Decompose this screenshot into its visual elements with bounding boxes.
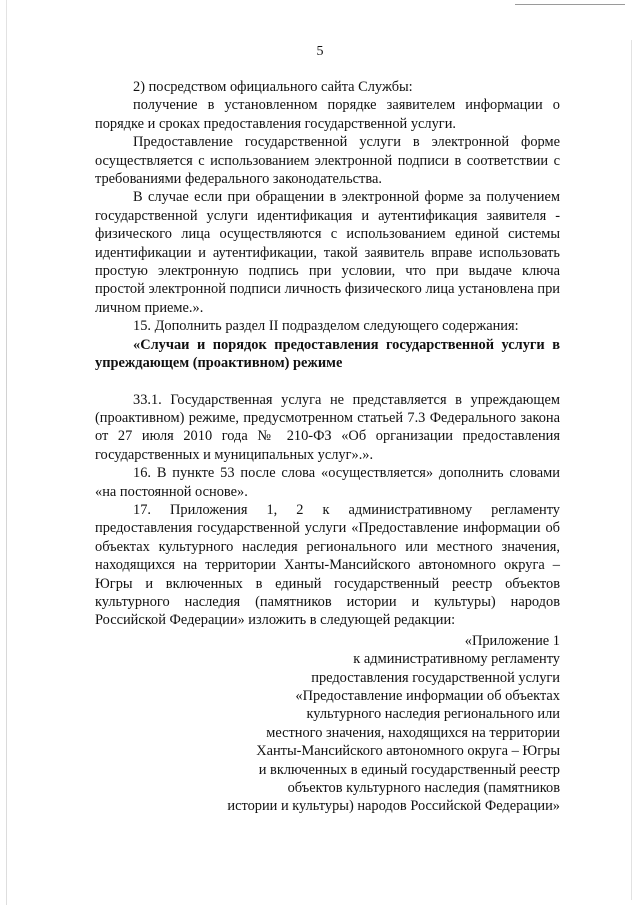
appendix-line: и включенных в единый государственный реестр (258, 761, 560, 778)
appendix-line: «Приложение 1 (464, 632, 560, 649)
appendix-line: местного значения, находящихся на территории (266, 724, 560, 741)
paragraph: получение в установленном порядке заявителем информации о порядке и сроках предоставления государственной услуги. (95, 97, 560, 132)
page-number: 5 (316, 44, 324, 59)
appendix-line: объектов культурного наследия (памятников (287, 780, 560, 797)
paragraph: 17. Приложения 1, 2 к административному регламенту предоставления государственной услуги «Предоставление информации об объектах культурного наследия регионального или местного значения, находящихся на территории Ханты-Мансийского автономного округа – Югры и включенных в единый государственный реестр объектов культурного наследия (памятников истории и культуры) народов Российской Федерации» изложить в следующей редакции: (95, 501, 560, 629)
spacer (95, 373, 560, 391)
paragraph: 16. В пункте 53 после слова «осуществляется» дополнить словами «на постоянной основе». (95, 465, 560, 500)
scan-edge-left (6, 0, 7, 905)
top-rule (515, 4, 625, 5)
scan-edge-right (631, 40, 632, 900)
appendix-line: «Предоставление информации об объектах (295, 688, 560, 704)
section-heading: «Случаи и порядок предоставления государственной услуги в упреждающем (проактивном) режиме (95, 336, 560, 372)
paragraph: Предоставление государственной услуги в электронной форме осуществляется с использованием электронной подписи в соответствии с требованиями федерального законодательства. (95, 134, 560, 188)
paragraph: 15. Дополнить раздел II подразделом следующего содержания: (133, 318, 519, 335)
document-body (95, 78, 560, 816)
appendix-line: предоставления государственной услуги (311, 669, 560, 686)
appendix-line: культурного наследия регионального или (306, 706, 560, 723)
paragraph: 2) посредством официального сайта Службы: (133, 79, 413, 95)
paragraph: В случае если при обращении в электронной форме за получением государственной услуги идентификация и аутентификация заявителя - физического лица осуществляются с использованием единой системы идентификации и аутентификации, такой заявитель вправе использовать простую электронную подпись при условии, что при выдаче ключа простой электронной подписи личность физического лица установлена при личном приеме.». (95, 189, 560, 316)
paragraph: 33.1. Государственная услуга не представляется в упреждающем (проактивном) режиме, предусмотренном статьей 7.3 Федерального закона от 27 июля 2010 года № 210-ФЗ «Об организации предоставления государственных и муниципальных услуг».». (95, 391, 560, 463)
appendix-line: истории и культуры) народов Российской Федерации» (227, 798, 560, 815)
appendix-heading-block (95, 632, 560, 816)
appendix-line: Ханты-Мансийского автономного округа – Югры (256, 743, 560, 760)
appendix-line: к административному регламенту (353, 651, 560, 668)
